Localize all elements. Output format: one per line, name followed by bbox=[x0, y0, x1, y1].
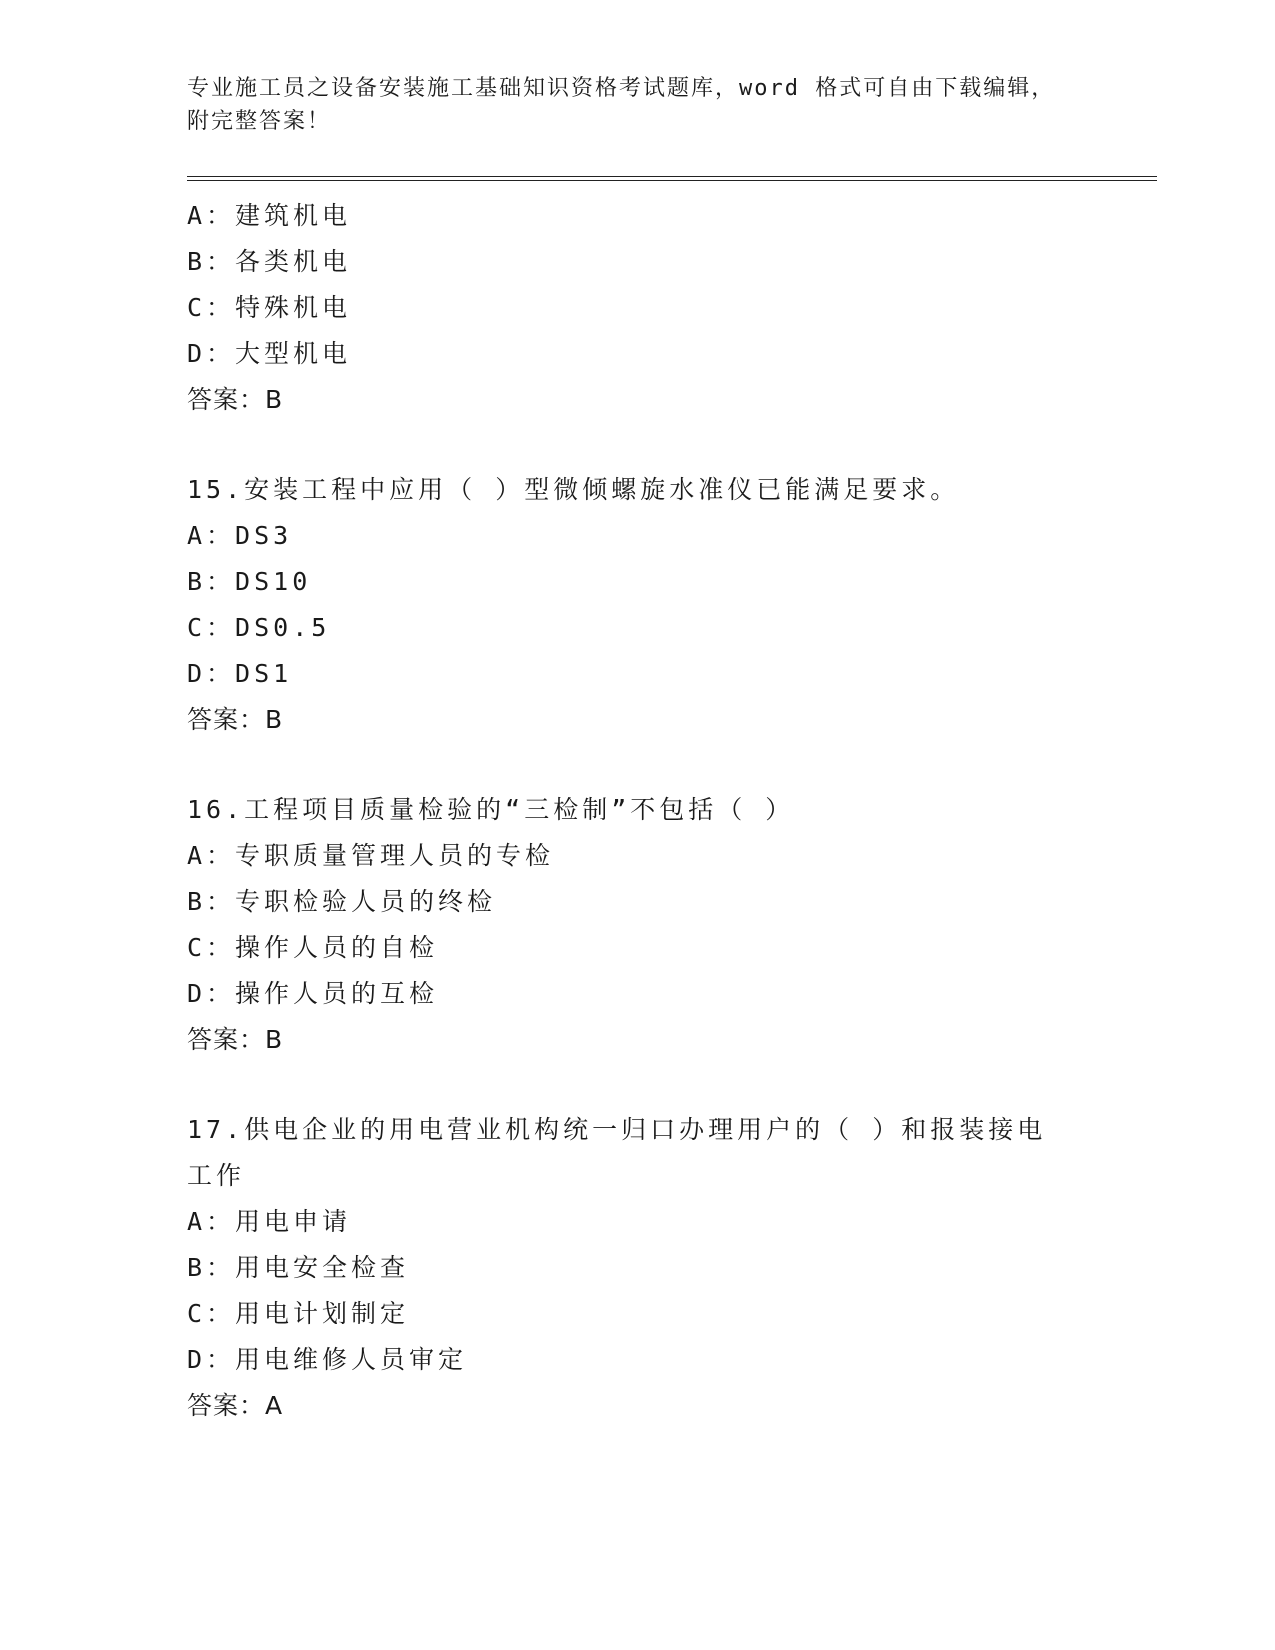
answer-line: 答案：B bbox=[187, 385, 284, 414]
question-15-block bbox=[187, 467, 1157, 743]
question-14-block bbox=[187, 193, 1157, 423]
option-c: C：特殊机电 bbox=[187, 293, 352, 322]
option-c: C：操作人员的自检 bbox=[187, 933, 439, 962]
option-a: A：DS3 bbox=[187, 521, 293, 550]
header-divider bbox=[187, 176, 1157, 181]
question-stem: 17.供电企业的用电营业机构统一归口办理用户的（ ）和报装接电工作 bbox=[187, 1115, 1047, 1190]
option-a: A：用电申请 bbox=[187, 1207, 352, 1236]
option-b: B：各类机电 bbox=[187, 247, 352, 276]
header-line-2: 附完整答案！ bbox=[187, 109, 332, 134]
option-d: D：大型机电 bbox=[187, 339, 352, 368]
answer-line: 答案：B bbox=[187, 705, 284, 734]
option-d: D：操作人员的互检 bbox=[187, 979, 439, 1008]
question-16-block bbox=[187, 787, 1157, 1063]
answer-line: 答案：B bbox=[187, 1025, 284, 1054]
option-c: C：用电计划制定 bbox=[187, 1299, 410, 1328]
document-page bbox=[187, 72, 1157, 1429]
option-d: D：用电维修人员审定 bbox=[187, 1345, 468, 1374]
header-line-1: 专业施工员之设备安装施工基础知识资格考试题库，word 格式可自由下载编辑， bbox=[187, 76, 1056, 101]
answer-line: 答案：A bbox=[187, 1391, 284, 1420]
question-list bbox=[187, 193, 1157, 1429]
option-c: C：DS0.5 bbox=[187, 613, 331, 642]
option-b: B：专职检验人员的终检 bbox=[187, 887, 497, 916]
option-a: A：专职质量管理人员的专检 bbox=[187, 841, 555, 870]
document-header bbox=[187, 72, 1157, 138]
option-d: D：DS1 bbox=[187, 659, 293, 688]
question-stem: 15.安装工程中应用（ ）型微倾螺旋水准仪已能满足要求。 bbox=[187, 475, 960, 504]
option-a: A：建筑机电 bbox=[187, 201, 352, 230]
question-stem: 16.工程项目质量检验的“三检制”不包括（ ） bbox=[187, 795, 795, 824]
option-b: B：用电安全检查 bbox=[187, 1253, 410, 1282]
question-17-block bbox=[187, 1107, 1157, 1429]
option-b: B：DS10 bbox=[187, 567, 312, 596]
